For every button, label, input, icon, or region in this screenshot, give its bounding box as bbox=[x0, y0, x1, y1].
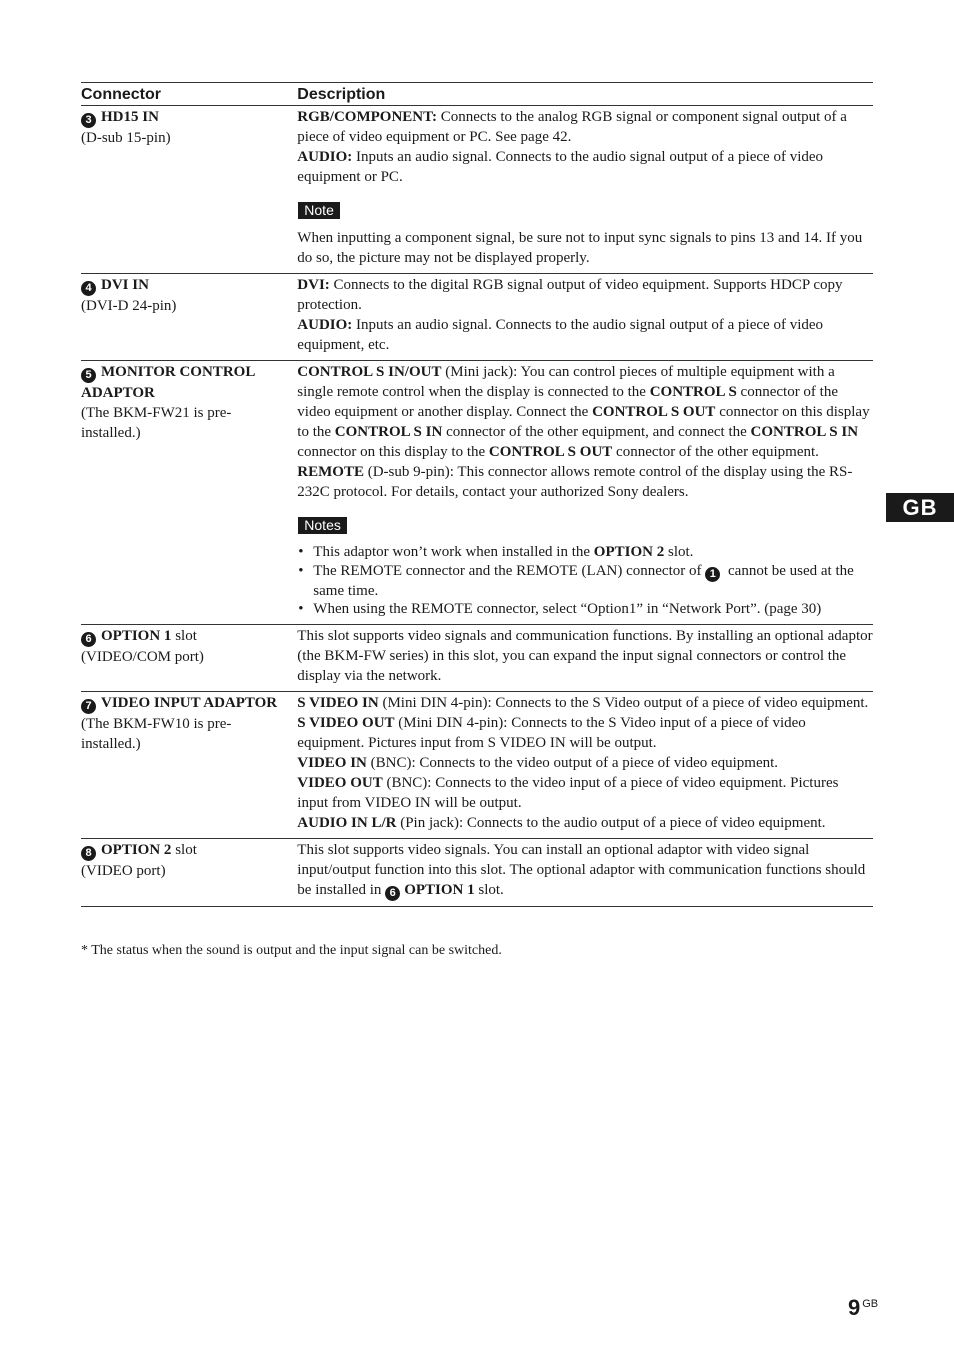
connector-table bbox=[81, 82, 873, 907]
list-item: • When using the REMOTE connector, select “Option1” in “Network Port”. (page 30) bbox=[297, 600, 873, 619]
list-item: • The REMOTE connector and the REMOTE (LAN) connector of 1 cannot be used at the same time. bbox=[297, 562, 873, 601]
table-row bbox=[81, 691, 873, 838]
page-number-suffix: GB bbox=[862, 1298, 879, 1310]
description-paragraph: S VIDEO OUT (Mini DIN 4-pin): Connects to the S Video input of a piece of video equipment. Pictures input from S VIDEO IN will be output. bbox=[297, 714, 806, 751]
description-paragraph: CONTROL S IN/OUT (Mini jack): You can control pieces of multiple equipment with a single remote control when the display is connected to the CONTROL S connector of the video equipment or another display. Connect the CONTROL S OUT connector on this display to the CONTROL S IN connector of the other equipment, and connect the CONTROL S IN connector on this display to the CONTROL S OUT connector of the other equipment. bbox=[297, 364, 870, 460]
number-6-icon: 6 bbox=[81, 632, 96, 647]
table-row bbox=[81, 624, 873, 691]
number-1-icon: 1 bbox=[705, 567, 720, 582]
connector-name: OPTION 1 bbox=[101, 627, 172, 644]
description-paragraph: RGB/COMPONENT: Connects to the analog RGB signal or component signal output of a piece of video equipment or PC. See page 42. bbox=[297, 109, 847, 145]
connector-subtitle: (D-sub 15-pin) bbox=[81, 130, 171, 146]
number-7-icon: 7 bbox=[81, 699, 96, 714]
connector-name: HD15 IN bbox=[101, 109, 159, 125]
connector-cell bbox=[81, 274, 297, 361]
connector-subtitle: (VIDEO port) bbox=[81, 862, 166, 879]
description-cell bbox=[297, 691, 873, 838]
connector-cell bbox=[81, 106, 297, 274]
number-3-icon: 3 bbox=[81, 113, 96, 128]
page-number-value: 9 bbox=[848, 1295, 861, 1320]
description-paragraph: This slot supports video signals and communication functions. By installing an optional adaptor (the BKM-FW series) in this slot, you can expand the input signal connectors or control the display via the network. bbox=[297, 627, 873, 684]
connector-subtitle: (DVI-D 24-pin) bbox=[81, 298, 177, 314]
notes-list bbox=[297, 543, 873, 619]
table-row bbox=[81, 106, 873, 274]
description-paragraph: VIDEO IN (BNC): Connects to the video output of a piece of video equipment. bbox=[297, 754, 779, 771]
description-cell bbox=[297, 274, 873, 361]
description-cell bbox=[297, 624, 873, 691]
header-description: Description bbox=[297, 83, 873, 106]
header-connector: Connector bbox=[81, 83, 297, 106]
description-paragraph: REMOTE (D-sub 9-pin): This connector allows remote control of the display using the RS-232C protocol. For details, contact your authorized Sony dealers. bbox=[297, 464, 853, 500]
description-cell bbox=[297, 361, 873, 625]
page-number bbox=[848, 1295, 878, 1321]
description-paragraph: VIDEO OUT (BNC): Connects to the video input of a piece of video equipment. Pictures input from VIDEO IN will be output. bbox=[297, 774, 839, 811]
footnote: * The status when the sound is output and the input signal can be switched. bbox=[81, 943, 502, 958]
description-paragraph: DVI: Connects to the digital RGB signal output of video equipment. Supports HDCP copy protection. bbox=[297, 277, 843, 313]
number-6-icon: 6 bbox=[385, 886, 400, 901]
number-4-icon: 4 bbox=[81, 281, 96, 296]
connector-cell bbox=[81, 361, 297, 625]
note-label: Note bbox=[298, 202, 340, 219]
connector-subtitle: (The BKM-FW10 is pre-installed.) bbox=[81, 715, 232, 752]
connector-name: OPTION 2 bbox=[101, 841, 172, 858]
language-tab-gb: GB bbox=[886, 493, 954, 522]
description-paragraph: AUDIO: Inputs an audio signal. Connects to the audio signal output of a piece of video equipment or PC. bbox=[297, 149, 824, 185]
description-cell bbox=[297, 838, 873, 906]
description-paragraph: AUDIO IN L/R (Pin jack): Connects to the audio output of a piece of video equipment. bbox=[297, 814, 826, 831]
table-row bbox=[81, 274, 873, 361]
list-item: • This adaptor won’t work when installed in the OPTION 2 slot. bbox=[297, 543, 873, 562]
description-paragraph: This slot supports video signals. You can install an optional adaptor with video signal input/output function into this slot. The optional adaptor with communication functions should be installed in 6 OPTION 1 slot. bbox=[297, 841, 866, 899]
notes-label: Notes bbox=[298, 517, 347, 534]
connector-cell: 8 OPTION 2 slot (VIDEO port) bbox=[81, 838, 297, 906]
description-cell bbox=[297, 106, 873, 274]
connector-cell: 6 OPTION 1 slot (VIDEO/COM port) bbox=[81, 624, 297, 691]
table-row bbox=[81, 838, 873, 906]
connector-cell bbox=[81, 691, 297, 838]
description-paragraph: S VIDEO IN (Mini DIN 4-pin): Connects to the S Video output of a piece of video equipment. bbox=[297, 694, 869, 711]
connector-subtitle: (VIDEO/COM port) bbox=[81, 648, 204, 665]
connector-name: MONITOR CONTROL ADAPTOR bbox=[81, 364, 255, 401]
connector-name: DVI IN bbox=[101, 277, 149, 293]
number-5-icon: 5 bbox=[81, 368, 96, 383]
number-8-icon: 8 bbox=[81, 846, 96, 861]
note-text: When inputting a component signal, be sure not to input sync signals to pins 13 and 14. If you do so, the picture may not be displayed properly. bbox=[297, 230, 863, 266]
description-paragraph: AUDIO: Inputs an audio signal. Connects to the audio signal output of a piece of video equipment, etc. bbox=[297, 317, 824, 353]
table-header-row bbox=[81, 83, 873, 106]
table-row bbox=[81, 361, 873, 625]
connector-subtitle: (The BKM-FW21 is pre-installed.) bbox=[81, 405, 232, 441]
connector-name: VIDEO INPUT ADAPTOR bbox=[101, 694, 278, 711]
